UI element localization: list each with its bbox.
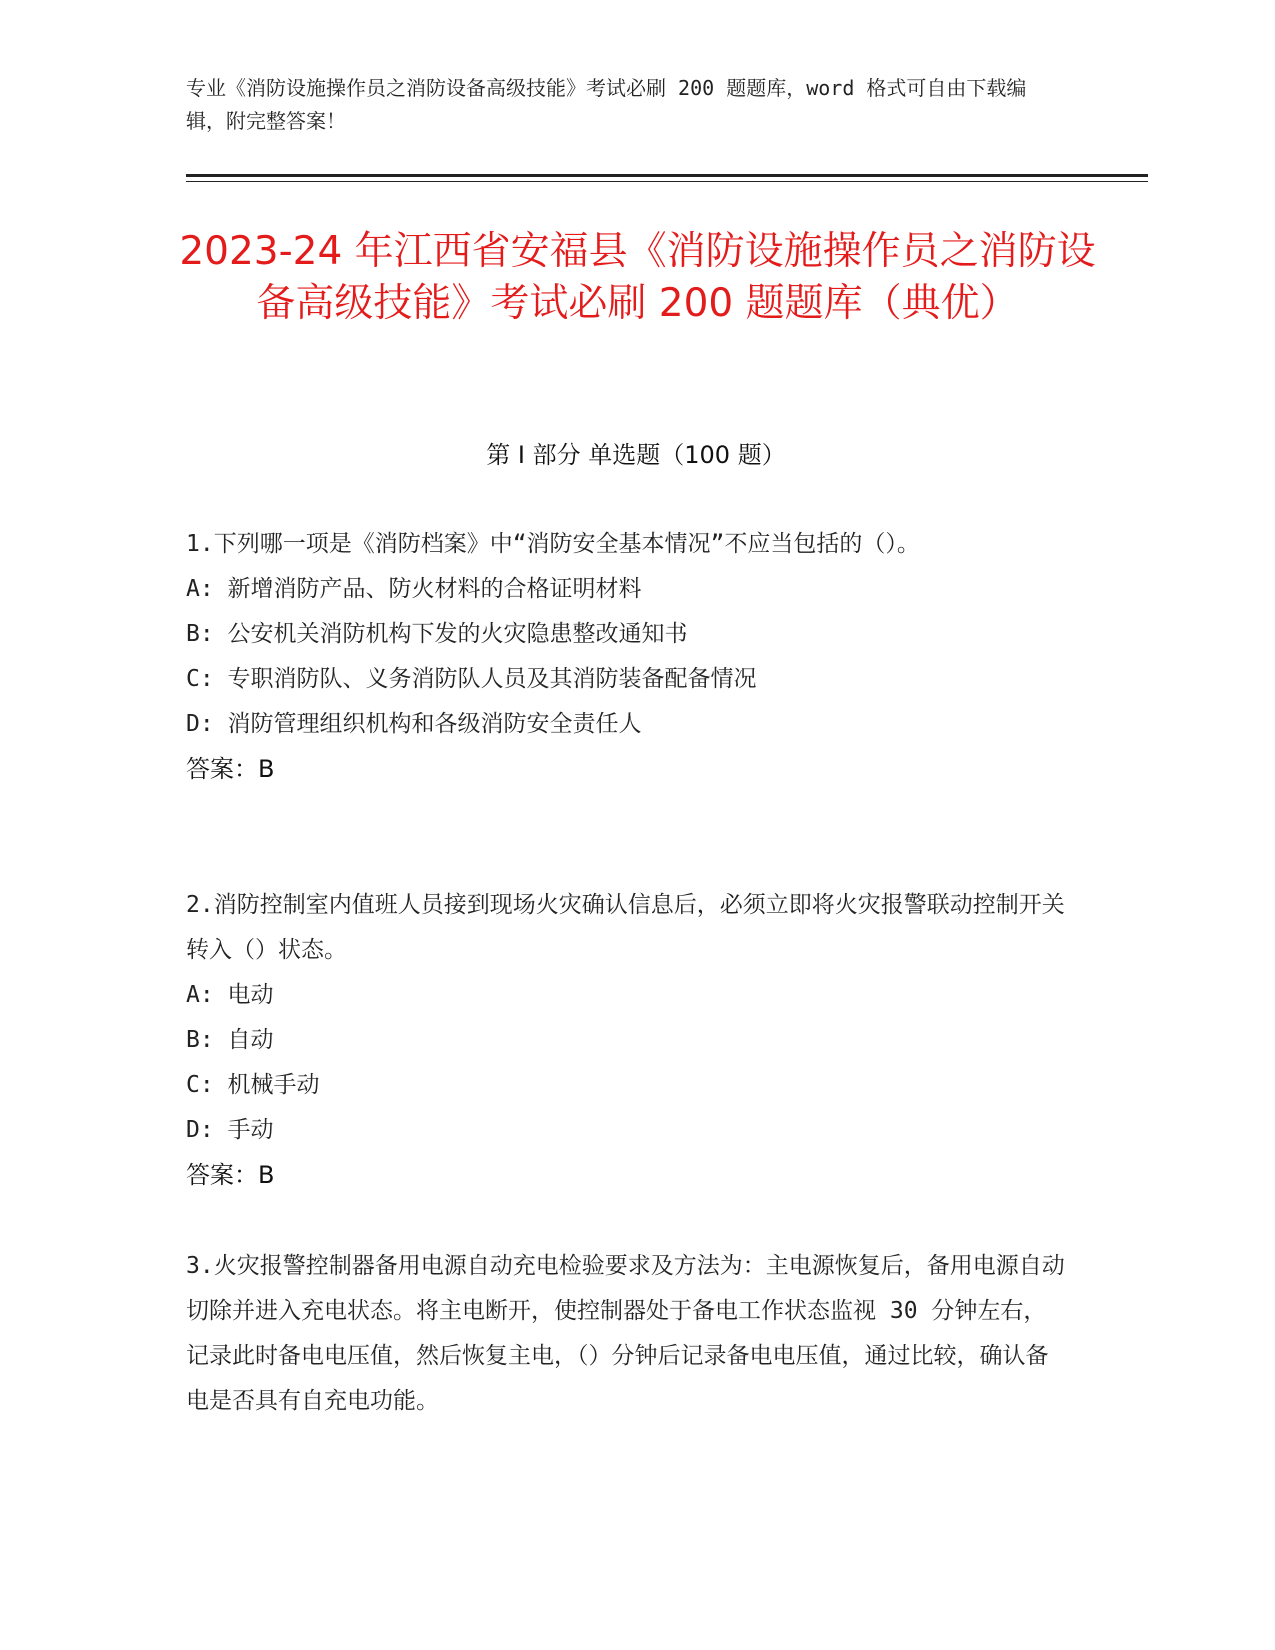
option-d: D: 消防管理组织机构和各级消防安全责任人 — [186, 711, 642, 737]
option-c: C: 机械手动 — [186, 1072, 320, 1098]
option-a: A: 新增消防产品、防火材料的合格证明材料 — [186, 576, 642, 602]
option-c: C: 专职消防队、义务消防队人员及其消防装备配备情况 — [186, 666, 757, 692]
option-b: B: 自动 — [186, 1027, 274, 1053]
header-divider-thin — [186, 181, 1148, 182]
answer: 答案：B — [186, 755, 275, 783]
question-stem: 3.火灾报警控制器备用电源自动充电检验要求及方法为：主电源恢复后，备用电源自动切除并进入充电状态。将主电断开，使控制器处于备电工作状态监视 30 分钟左右，记录此时备电电压值，然后恢复主电，（）分钟后记录备电电压值，通过比较，确认备电是否具有自充电功能。 — [186, 1253, 1065, 1414]
section-heading: 第 I 部分 单选题（100 题） — [486, 441, 786, 469]
option-a: A: 电动 — [186, 982, 274, 1008]
header-divider-thick — [186, 174, 1148, 177]
answer: 答案：B — [186, 1161, 275, 1189]
document-title: 2023-24 年江西省安福县《消防设施操作员之消防设备高级技能》考试必刷 200 题题库（典优） — [179, 229, 1096, 326]
question-stem: 2.消防控制室内值班人员接到现场火灾确认信息后，必须立即将火灾报警联动控制开关转入（）状态。 — [186, 892, 1065, 963]
option-d: D: 手动 — [186, 1117, 274, 1143]
question-2 — [186, 883, 1066, 1198]
option-b: B: 公安机关消防机构下发的火灾隐患整改通知书 — [186, 621, 688, 647]
question-stem: 1.下列哪一项是《消防档案》中“消防安全基本情况”不应当包括的（）。 — [186, 531, 920, 557]
question-3 — [186, 1244, 1066, 1424]
question-1 — [186, 522, 1066, 792]
header-note: 专业《消防设施操作员之消防设备高级技能》考试必刷 200 题题库，word 格式可自由下载编辑，附完整答案！ — [186, 76, 1027, 133]
